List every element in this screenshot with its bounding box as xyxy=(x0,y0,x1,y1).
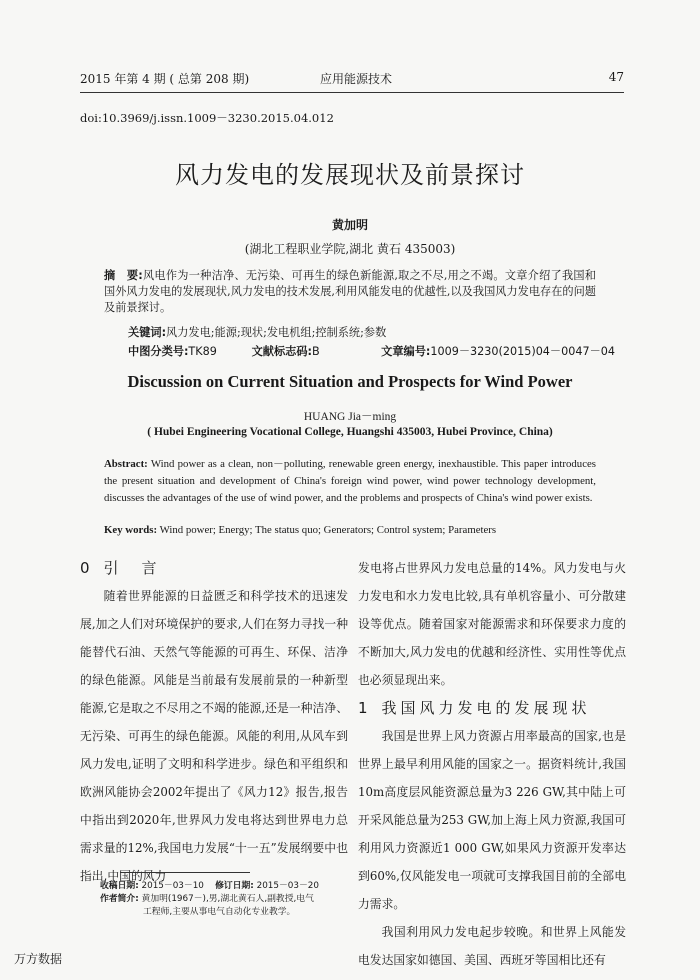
classification-line xyxy=(128,343,615,359)
section-heading-intro xyxy=(80,554,348,582)
watermark: 万方数据 xyxy=(14,952,63,966)
keywords-text: 风力发电;能源;现状;发电机组;控制系统;参数 xyxy=(166,326,387,339)
received-date: 2015－03－10 xyxy=(141,881,204,891)
english-keywords xyxy=(104,524,596,536)
section-title: 我国风力发电的发展现状 xyxy=(381,699,591,717)
article-no-label: 文章编号: xyxy=(381,345,431,358)
english-title: Discussion on Current Situation and Prospects for Wind Power xyxy=(127,372,573,391)
body-paragraph: 发电将占世界风力发电总量的14%。风力发电与火力发电和水力发电比较,具有单机容量小、可分散建设等优点。随着国家对能源需求和环保要求力度的不断加大,风力发电的优越和经济性、实用性等优点也必须显现出来。 xyxy=(358,561,626,687)
received-label: 收稿日期: xyxy=(100,881,139,891)
body-paragraph: 随着世界能源的日益匮乏和科学技术的迅速发展,加之人们对环境保护的要求,人们在努力寻找一种能替代石油、天然气等能源的可再生、环保、洁净的绿色能源。风能是当前最有发展前景的一种新型能源,它是取之不尽用之不竭的能源,还是一种洁净、无污染、可再生的绿色能源。风能的利用,从风车到风力发电,证明了文明和科学进步。绿色和平组织和欧洲风能协会2002年提出了《风力12》报告,报告中指出到2020年,世界风力发电将达到世界电力总需求量的12%,我国电力发展“十一五”发展纲要中也指出,中国的风力 xyxy=(80,589,348,883)
keywords-label: 关键词: xyxy=(128,326,167,339)
english-author: HUANG Jia－ming xyxy=(303,411,397,423)
chinese-affiliation: (湖北工程职业学院,湖北 黄石 435003) xyxy=(244,242,456,256)
en-keywords-text: Wind power; Energy; The status quo; Generators; Control system; Parameters xyxy=(159,524,497,536)
revised-label: 修订日期: xyxy=(215,881,254,891)
english-abstract xyxy=(104,456,596,507)
footnote-rule xyxy=(120,872,250,873)
en-abstract-text: Wind power as a clean, non－polluting, renewable green energy, inexhaustible. This paper introduces the present situation and development of China's foreign wind power, wind power technology development, discusses the advantages of the use of wind power, and the problems and prospects of China's wind power exists. xyxy=(104,458,596,504)
header-rule xyxy=(80,92,624,93)
clc-label: 中图分类号: xyxy=(128,345,189,358)
author-bio-line: 黄加明(1967－),男,湖北黄石人,副教授,电气 xyxy=(141,894,314,904)
chinese-author: 黄加明 xyxy=(331,218,368,232)
author-bio-line: 工程师,主要从事电气自动化专业教学。 xyxy=(143,907,296,917)
page-number: 47 xyxy=(608,70,624,84)
chinese-title: 风力发电的发展现状及前景探讨 xyxy=(175,161,525,189)
footnote xyxy=(100,880,340,919)
en-abstract-label: Abstract: xyxy=(104,458,148,470)
chinese-abstract xyxy=(104,268,596,316)
right-column xyxy=(358,554,626,974)
abstract-text: 风电作为一种洁净、无污染、可再生的绿色新能源,取之不尽,用之不竭。文章介绍了我国和国外风力发电的发展现状,风力发电的技术发展,利用风能发电的优越性,以及我国风力发电存在的问题及前景探讨。 xyxy=(104,269,596,314)
doi[interactable]: doi:10.3969/j.issn.1009－3230.2015.04.012 xyxy=(80,111,334,125)
running-header xyxy=(80,70,624,92)
revised-date: 2015－03－20 xyxy=(256,881,319,891)
clc-value: TK89 xyxy=(188,345,217,358)
body-paragraph: 我国利用风力发电起步较晚。和世界上风能发电发达国家如德国、美国、西班牙等国相比还有 xyxy=(358,925,626,967)
issue-info: 2015 年第 4 期 ( 总第 208 期) xyxy=(80,72,250,86)
article-no-value: 1009－3230(2015)04－0047－04 xyxy=(430,345,616,358)
section-heading-1 xyxy=(358,694,626,722)
en-keywords-label: Key words: xyxy=(104,524,158,536)
chinese-keywords xyxy=(128,324,386,340)
english-affiliation: ( Hubei Engineering Vocational College, Huangshi 435003, Hubei Province, China) xyxy=(147,426,553,438)
section-title: 引 言 xyxy=(103,559,161,577)
doc-code-label: 文献标志码: xyxy=(251,345,312,358)
doc-code-value: B xyxy=(311,345,320,358)
section-number: 0 xyxy=(80,559,90,577)
journal-name: 应用能源技术 xyxy=(320,72,393,86)
author-bio-label: 作者简介: xyxy=(100,894,139,904)
left-column xyxy=(80,554,348,890)
body-paragraph: 我国是世界上风力资源占用率最高的国家,也是世界上最早利用风能的国家之一。据资料统计,我国10m高度层风能资源总量为3 226 GW,其中陆上可开采风能总量为253 GW,加上海上风力资源,我国可利用风力资源近1 000 GW,如果风力资源开发率达到60%,仅风能发电一项就可支撑我国目前的全部电力需求。 xyxy=(358,729,626,911)
abstract-label: 摘 要: xyxy=(104,269,143,282)
section-number: 1 xyxy=(358,699,368,717)
